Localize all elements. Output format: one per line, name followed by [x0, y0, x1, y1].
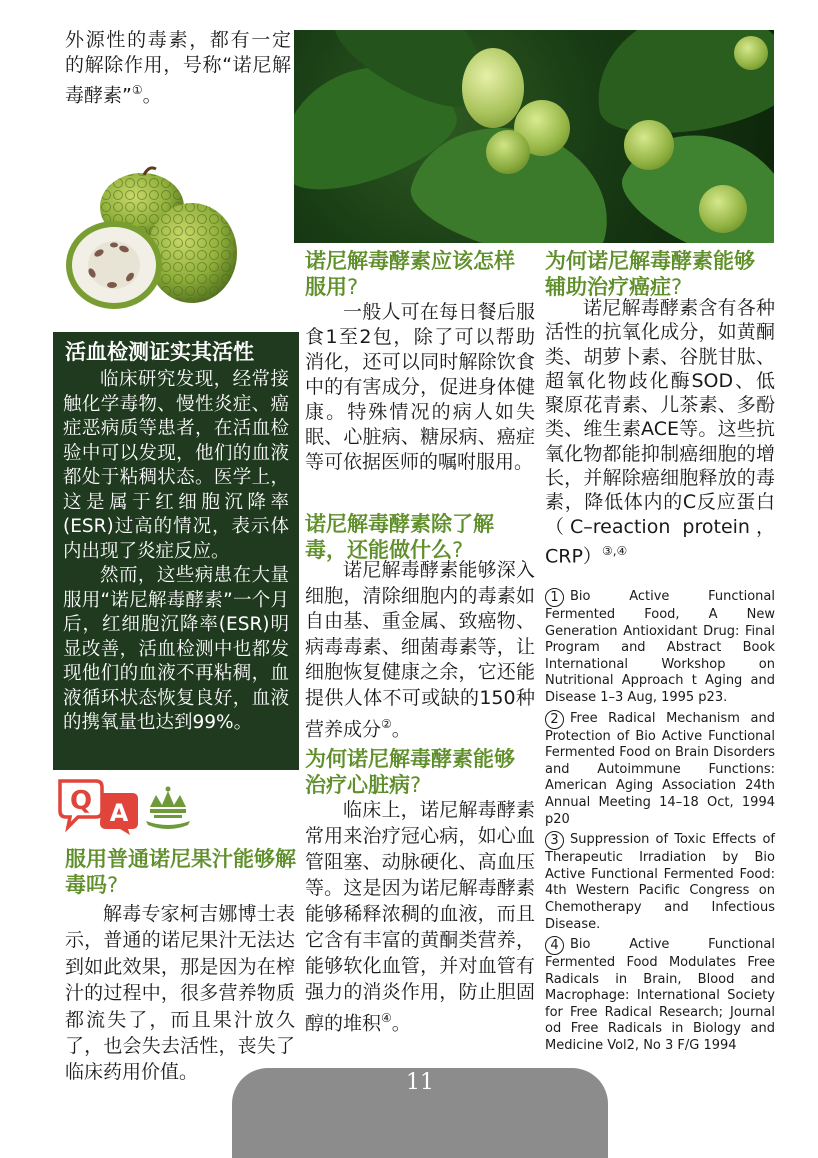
other-answer: 诺尼解毒酵素能够深入细胞，清除细胞内的毒素如自由基、重金属、致癌物、病毒毒素、细菌毒素等，让细胞恢复健康之余，它还能提供人体不可或缺的150种营养成分②。 — [305, 559, 535, 740]
qa-icon — [56, 777, 198, 837]
reference-item: 1 Bio Active Functional Fermented Food, A New Generation Antioxidant Drug: Final Program and Abstract Book International Workshop on Nutritional Approach t Aging and Disease 1–3 Aug, 1995 p23. — [545, 589, 775, 705]
references-list — [545, 588, 775, 1058]
noni-fruit-illustration — [64, 165, 244, 315]
live-blood-paragraph-2: 然而，这些病患在大量服用“诺尼解毒酵素”一个月后，红细胞沉降率(ESR)明显改善，活血检测中也都发现他们的血液不再粘稠，血液循环状态恢复良好，血液的携氧量也达到99%。 — [63, 565, 289, 733]
cancer-answer: 诺尼解毒酵素含有各种活性的抗氧化成分，如黄酮类、胡萝卜素、谷胱甘肽、超氧化物歧化酶SOD、低聚原花青素、儿茶素、多酚类、维生素ACE等。这些抗氧化物都能抑制癌细胞的增长，并解除癌细胞释放的毒素，降低体内的C反应蛋白（C–reaction protein，CRP）③,④ — [545, 297, 775, 568]
qa-icon-q: Q — [69, 786, 93, 816]
reference-item: 2 Free Radical Mechanism and Protection of Bio Active Functional Fermented Food on Brain Disorders and Autoimmune Functions: American Aging Association 24th Annual Meeting 14–18 Oct, 1994 p20 — [545, 710, 775, 827]
intro-text: 外源性的毒素，都有一定的解除作用，号称“诺尼解毒酵素”①。 — [65, 29, 291, 107]
other-heading: 诺尼解毒酵素除了解毒，还能做什么? — [305, 512, 494, 562]
reference-item: 4 Bio Active Functional Fermented Food Modulates Free Radicals in Brain, Blood and Macrophage: International Society for Free Radical Research; Journal od Free Radicals in Biology and Medicine Vol2, No 3 F/G 1994 — [545, 937, 775, 1054]
live-blood-box — [53, 332, 299, 770]
crown-emblem-icon — [146, 787, 190, 830]
qa-icon-a: A — [109, 799, 129, 827]
live-blood-title: 活血检测证实其活性 — [65, 340, 254, 364]
usage-heading: 诺尼解毒酵素应该怎样服用? — [305, 249, 515, 299]
page-number-tab — [232, 1068, 608, 1158]
noni-plant-photo — [294, 30, 774, 243]
qa-answer: 解毒专家柯吉娜博士表示，普通的诺尼果汁无法达到如此效果，那是因为在榨汁的过程中，很多营养物质都流失了，而且果汁放久了，也会失去活性，丧失了临床药用价值。 — [65, 903, 295, 1084]
usage-answer: 一般人可在每日餐后服食1至2包，除了可以帮助消化，还可以同时解除饮食中的有害成分，促进身体健康。特殊情况的病人如失眠、心脏病、糖尿病、癌症等可依据医师的嘱咐服用。 — [305, 301, 535, 473]
live-blood-paragraph-1: 临床研究发现，经常接触化学毒物、慢性炎症、癌症恶病质等患者，在活血检验中可以发现，他们的血液都处于粘稠状态。医学上，这是属于红细胞沉降率(ESR)过高的情况，表示体内出现了炎症反应。 — [63, 369, 289, 562]
reference-item: 3 Suppression of Toxic Effects of Therapeutic Irradiation by Bio Active Functional Fermented Food: 4th Western Pacific Congress on Chemotherapy and Infectious Disease. — [545, 832, 775, 932]
heart-heading: 为何诺尼解毒酵素能够治疗心脏病? — [305, 747, 515, 797]
cancer-heading: 为何诺尼解毒酵素能够辅助治疗癌症? — [545, 249, 755, 299]
heart-answer: 临床上，诺尼解毒酵素常用来治疗冠心病，如心血管阻塞、动脉硬化、高血压等。这是因为诺尼解毒酵素能够稀释浓稠的血液，而且它含有丰富的黄酮类营养，能够软化血管，并对血管有强力的消炎作用，防止胆固醇的堆积④。 — [305, 799, 535, 1035]
page-number: 11 — [406, 1070, 434, 1095]
qa-question-heading: 服用普通诺尼果汁能够解毒吗? — [65, 847, 296, 897]
